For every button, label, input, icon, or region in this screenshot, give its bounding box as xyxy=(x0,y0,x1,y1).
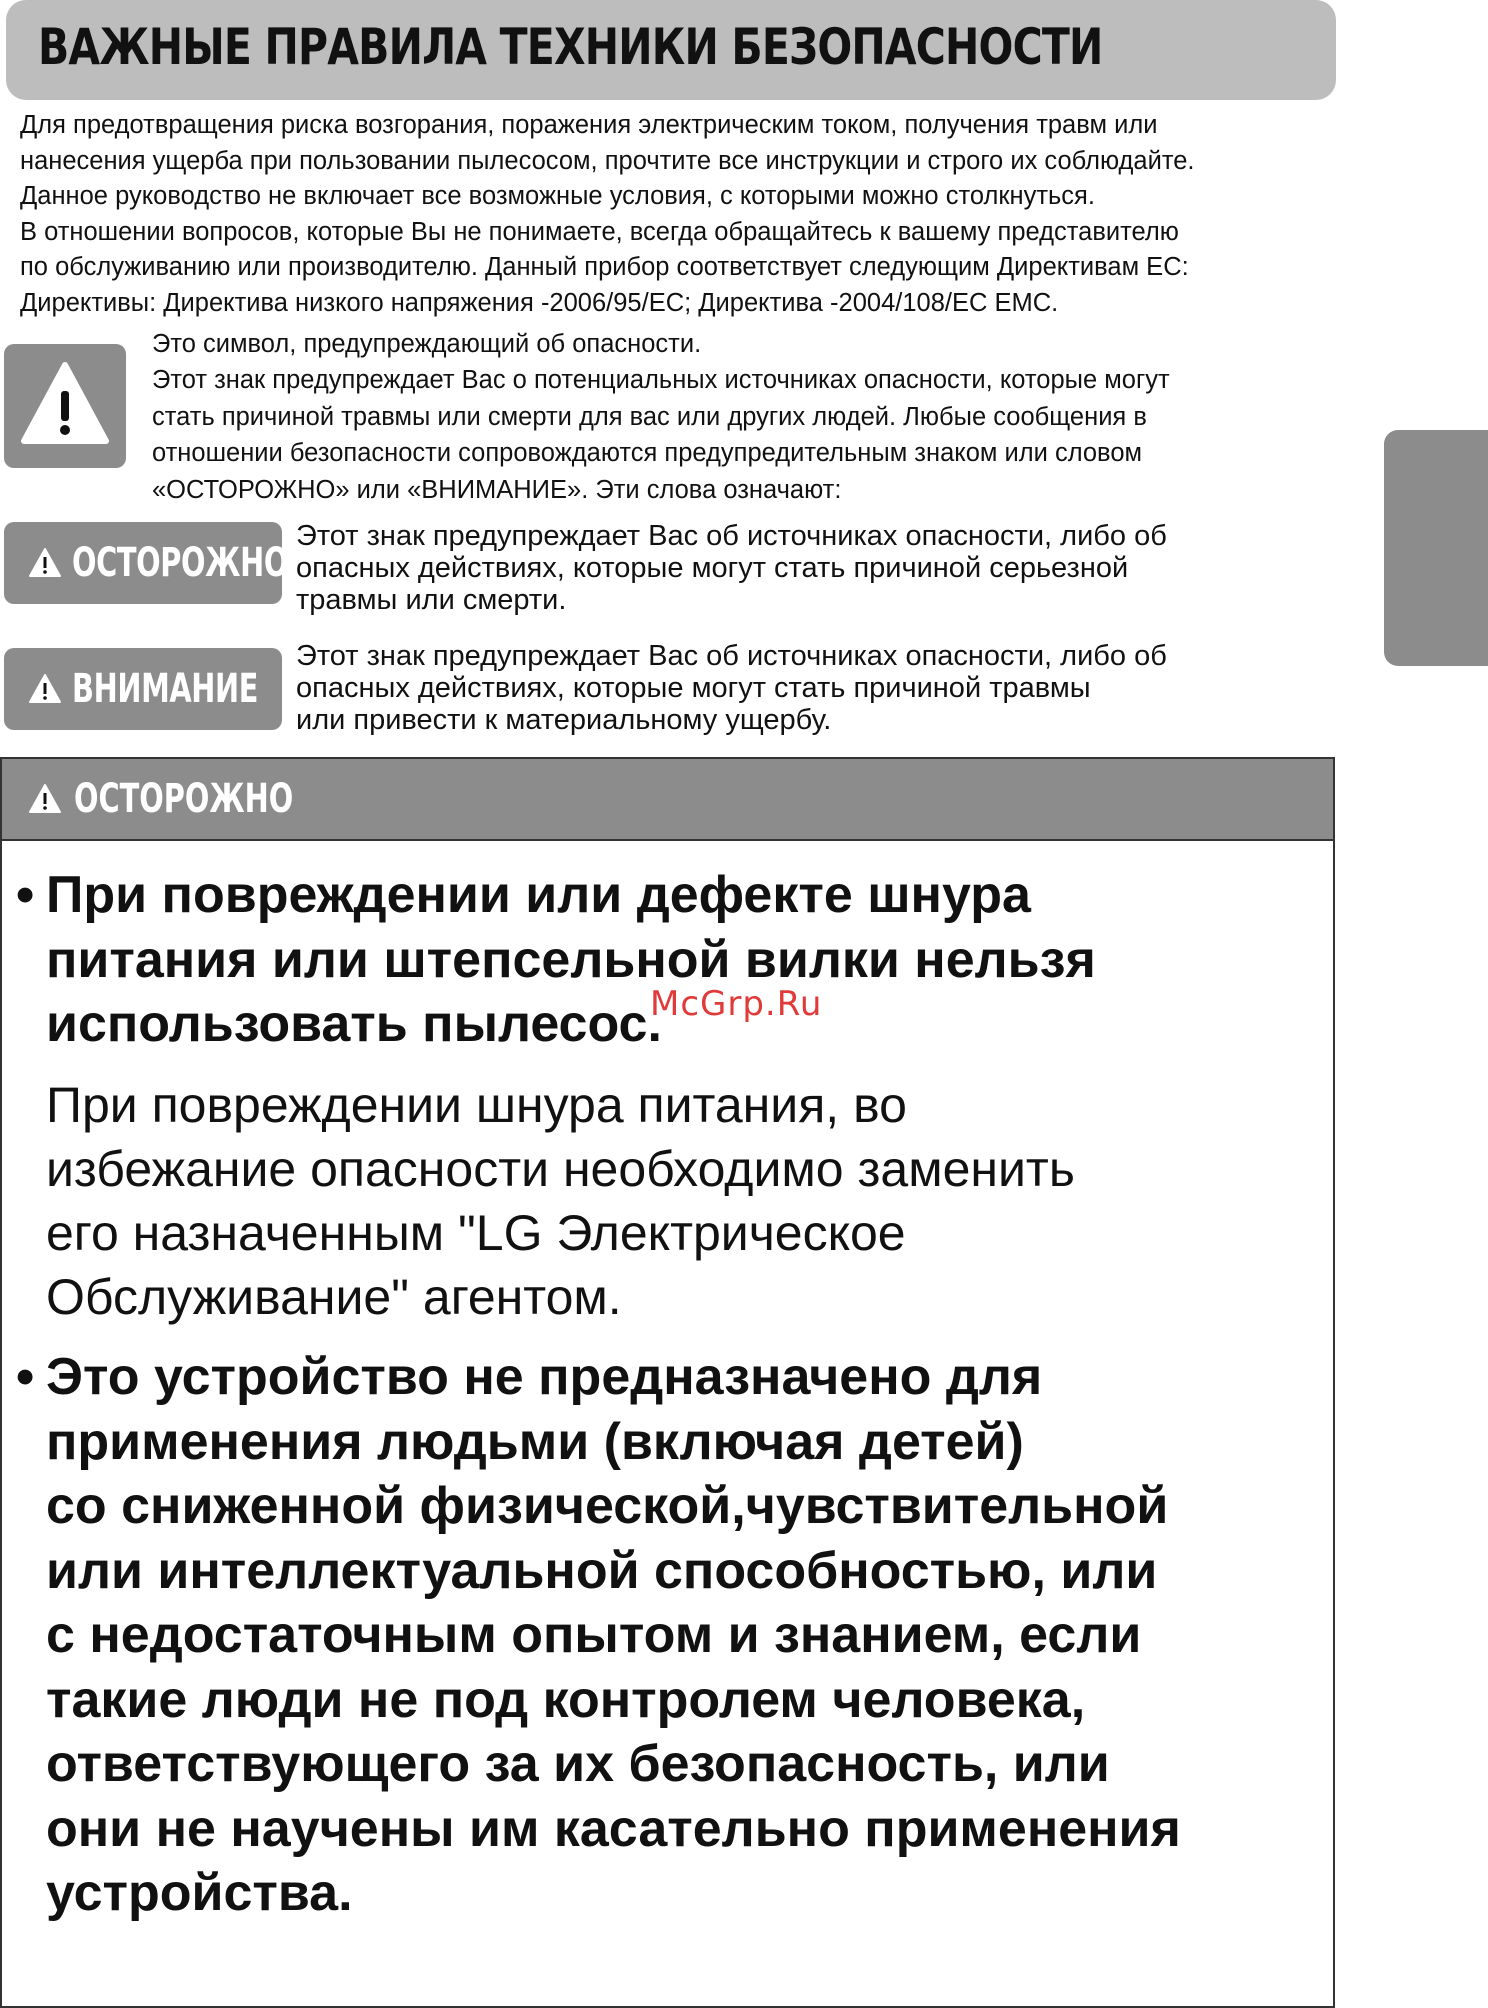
bullet-normal-line: его назначенным "LG Электрическое xyxy=(46,1204,906,1261)
bullet-bold-line: со сниженной физической,чувствительной xyxy=(46,1477,1169,1535)
bullet-bold-line: использовать пылесос. xyxy=(46,995,662,1053)
title-bar xyxy=(6,0,1336,100)
symbol-explanation xyxy=(152,326,1342,508)
warning-panel-header-label: ОСТОРОЖНО xyxy=(74,776,294,822)
warning-description xyxy=(296,520,1346,616)
caution-badge xyxy=(4,648,282,730)
list-item xyxy=(16,863,1326,1329)
bullet-bold-line: такие люди не под контролем человека, xyxy=(46,1670,1086,1729)
bullet-normal-line: Обслуживание" агентом. xyxy=(46,1268,622,1325)
symbol-line: стать причиной травмы или смерти для вас или других людей. Любые сообщения в xyxy=(152,402,1147,431)
warning-panel xyxy=(0,757,1335,2008)
bullet-bold-line: применения людьми (включая детей) xyxy=(46,1412,1024,1471)
caution-badge-label: ВНИМАНИЕ xyxy=(72,666,259,712)
bullet-bold-line: или интеллектуальной способностью, или xyxy=(46,1541,1158,1600)
symbol-line: Это символ, предупреждающий об опасности. xyxy=(152,330,702,358)
warning-triangle-icon xyxy=(28,547,62,579)
intro-line: по обслуживанию или производителю. Данный прибор соответствует следующим Директивам ЕС: xyxy=(20,253,1189,282)
caution-desc-line: или привести к материальному ущербу. xyxy=(296,704,832,736)
intro-paragraph xyxy=(20,108,1350,322)
intro-line: Данное руководство не включает все возможные условия, с которыми можно столкнуться. xyxy=(20,182,1095,211)
warning-triangle-icon xyxy=(28,783,62,815)
warning-panel-header xyxy=(2,759,1333,841)
side-tab xyxy=(1384,430,1488,666)
bullet-bold-line: с недостаточным опытом и знанием, если xyxy=(46,1606,1142,1664)
caution-desc-line: Этот знак предупреждает Вас об источниках опасности, либо об xyxy=(296,640,1167,672)
bullet-bold-line: Это устройство не предназначено для xyxy=(46,1348,1043,1406)
warning-badge xyxy=(4,522,288,604)
symbol-line: отношении безопасности сопровождаются предупредительным знаком или словом xyxy=(152,439,1143,468)
caution-description xyxy=(296,640,1346,736)
bullet-bold-line: ответствующего за их безопасность, или xyxy=(46,1735,1110,1793)
intro-line: Для предотвращения риска возгорания, поражения электрическим током, получения травм или xyxy=(20,111,1158,139)
bullet-normal-line: При повреждении шнура питания, во xyxy=(46,1076,907,1133)
page-title: ВАЖНЫЕ ПРАВИЛА ТЕХНИКИ БЕЗОПАСНОСТИ xyxy=(38,18,1103,76)
bullet-bold-line: При повреждении или дефекте шнура xyxy=(46,866,1031,924)
symbol-line: «ОСТОРОЖНО» или «ВНИМАНИЕ». Эти слова означают: xyxy=(152,475,842,504)
warning-desc-line: опасных действиях, которые могут стать причиной серьезной xyxy=(296,552,1129,584)
bullet-bold-line: питания или штепсельной вилки нельзя xyxy=(46,930,1096,989)
warning-desc-line: травмы или смерти. xyxy=(296,584,567,616)
warning-triangle-icon xyxy=(18,359,112,449)
bullet-mark: • xyxy=(16,866,35,924)
bullet-normal-line: избежание опасности необходимо заменить xyxy=(46,1140,1075,1197)
watermark: McGrp.Ru xyxy=(650,984,823,1024)
warning-triangle-icon xyxy=(28,673,62,705)
warning-badge-label: ОСТОРОЖНО xyxy=(72,540,288,586)
intro-line: Директивы: Директива низкого напряжения -2006/95/EC; Директива -2004/108/EC EMC. xyxy=(20,288,1059,317)
bullet-bold-line: они не научены им касательно применения xyxy=(46,1799,1181,1858)
list-item xyxy=(16,1345,1326,1926)
warning-desc-line: Этот знак предупреждает Вас об источниках опасности, либо об xyxy=(296,520,1167,552)
intro-line: нанесения ущерба при пользовании пылесосом, прочтите все инструкции и строго их соблюдайте. xyxy=(20,146,1195,175)
caution-desc-line: опасных действиях, которые могут стать причиной травмы xyxy=(296,672,1091,704)
bullet-mark: • xyxy=(16,1348,35,1406)
hazard-symbol-box xyxy=(4,344,126,468)
bullet-bold-line: устройства. xyxy=(46,1864,353,1922)
symbol-line: Этот знак предупреждает Вас о потенциальных источниках опасности, которые могут xyxy=(152,366,1170,395)
intro-line: В отношении вопросов, которые Вы не понимаете, всегда обращайтесь к вашему представителю xyxy=(20,217,1179,246)
